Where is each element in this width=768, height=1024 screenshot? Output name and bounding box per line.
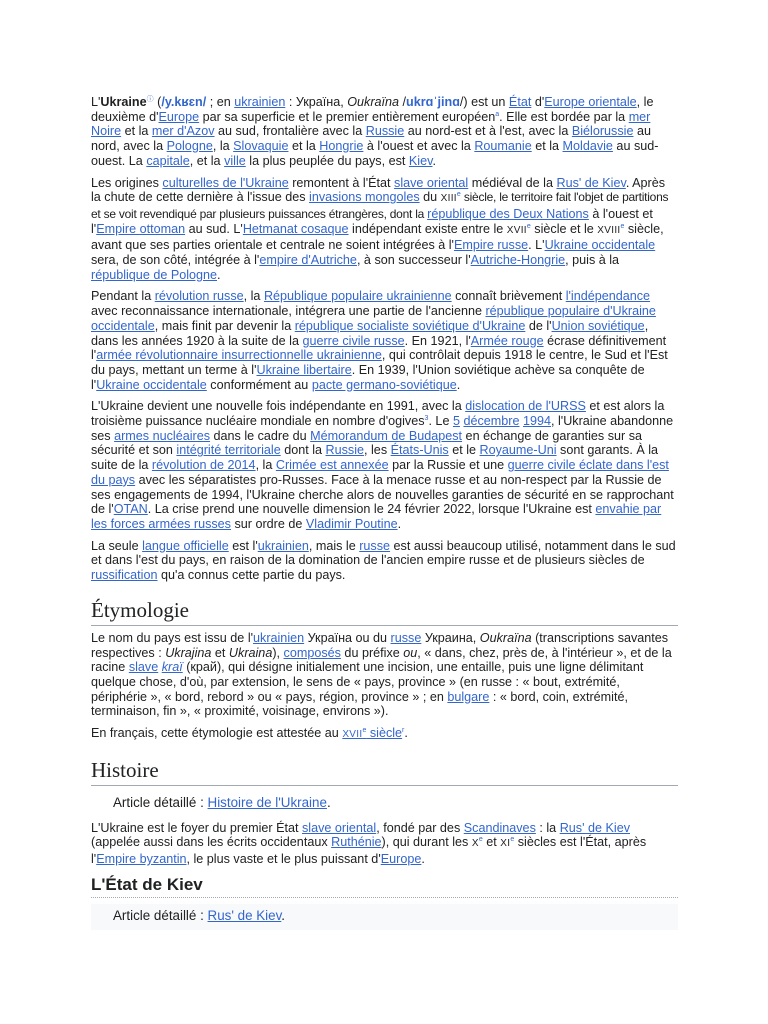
link-republique-pologne[interactable]: république de Pologne xyxy=(91,267,218,282)
link-rus-de-kiev-2[interactable]: Rus' de Kiev xyxy=(559,820,630,835)
link-composes[interactable]: composés xyxy=(283,645,341,660)
heading-histoire: Histoire xyxy=(91,757,678,786)
link-decembre[interactable]: décembre xyxy=(463,414,520,429)
link-mer-azov[interactable]: mer d'Azov xyxy=(151,124,215,139)
link-ukraine-occidentale-2[interactable]: Ukraine occidentale xyxy=(96,377,207,392)
heading-etymologie: Étymologie xyxy=(91,597,678,626)
link-europe-orientale[interactable]: Europe orientale xyxy=(544,95,637,109)
history-paragraph: L'Ukraine est le foyer du premier État slave oriental, fondé par des Scandinaves : la Rus' de Kiev (appelée aussi dans les écrits occidentaux Ruthénie), qui durant les Xe et XIe siècles est l'État, après l'Empire byzantin, le plus vaste et le plus puissant d'Europe. xyxy=(91,820,647,867)
link-pologne[interactable]: Pologne xyxy=(166,139,213,154)
link-revolution-2014[interactable]: révolution de 2014 xyxy=(151,458,256,473)
link-culturelles[interactable]: culturelles de l'Ukraine xyxy=(162,175,289,190)
link-roumanie[interactable]: Roumanie xyxy=(474,139,532,154)
link-autriche-hongrie[interactable]: Autriche-Hongrie xyxy=(470,253,566,268)
ipa-ukrainian[interactable]: ukrɑˈjinɑ xyxy=(406,95,460,109)
link-royaume-uni[interactable]: Royaume-Uni xyxy=(479,443,557,458)
ipa-french[interactable]: /y.kʁɛn/ xyxy=(161,95,207,109)
link-rp-ukraine-occidentale[interactable]: république populaire d'Ukraine occidentale xyxy=(91,304,656,333)
link-europe-2[interactable]: Europe xyxy=(380,852,422,867)
link-union-sovietique[interactable]: Union soviétique xyxy=(551,318,645,333)
hatnote-rus-de-kiev: Article détaillé : Rus' de Kiev. xyxy=(91,904,678,930)
etymology-paragraph: Le nom du pays est issu de l'ukrainien Україна ou du russe Украина, Oukraïna (transcriptions savantes respectives : Ukrajina et Ukraina), composés du préfixe ou, « dans, chez, près de, à l'intérieur », et de la racine slave kraï (край), qui désigne initialement une incision, une entaille, puis une ligne délimitant quelque chose, d'où, par extension, le sens de « pays, province » (en russe : « bout, extrémité, périphérie », « bord, rebord » ou « pays, région, province » ; en bulgare : « bord, coin, extrémité, terminaison, fin », « proximité, voisinage, environs »). xyxy=(91,630,672,719)
link-capitale[interactable]: capitale xyxy=(146,153,190,168)
link-langue-officielle[interactable]: langue officielle xyxy=(142,538,229,553)
link-etats-unis[interactable]: États-Unis xyxy=(390,443,449,458)
heading-etat-de-kiev: L'État de Kiev xyxy=(91,875,678,898)
origins-paragraph: Les origines culturelles de l'Ukraine remontent à l'État slave oriental médiéval de la Rus' de Kiev. Après la chute de cette dernière à l'issue des invasions mongoles du XIIIe siècle, le territoire fait l'objet de partitions et se voit revendiqué par plusieurs puissances étrangères, dont la république des Deux Nations à l'ouest et l'Empire ottoman au sud. L'Hetmanat cosaque indépendant existe entre le XVIIe siècle et le XVIIIe siècle, avant que ses parties orientale et centrale ne soient intégrées à l'Empire russe. L'Ukraine occidentale sera, de son côté, intégrée à l'empire d'Autriche, à son successeur l'Autriche-Hongrie, puis à la république de Pologne. xyxy=(91,175,669,282)
link-rus-de-kiev[interactable]: Rus' de Kiev xyxy=(556,175,626,190)
link-russe-2[interactable]: russe xyxy=(390,630,422,645)
link-histoire-ukraine[interactable]: Histoire de l'Ukraine xyxy=(207,794,327,810)
link-republique-deux-nations[interactable]: république des Deux Nations xyxy=(427,206,589,221)
link-empire-russe[interactable]: Empire russe xyxy=(453,238,529,253)
link-krai[interactable]: kraï xyxy=(161,660,183,675)
link-dislocation-urss[interactable]: dislocation de l'URSS xyxy=(465,399,586,414)
link-etat[interactable]: État xyxy=(508,95,532,109)
article-body xyxy=(91,95,678,940)
etymology-french-paragraph: En français, cette étymologie est attestée au XVIIe siècle$^r$. xyxy=(91,726,408,741)
link-armes-nucleaires[interactable]: armes nucléaires xyxy=(114,428,211,443)
link-ukrainien[interactable]: ukrainien xyxy=(234,95,286,109)
link-guerre-civile-est[interactable]: guerre civile éclate dans l'est du pays xyxy=(91,458,669,487)
link-crimee-annexee[interactable]: Crimée est annexée xyxy=(275,458,389,473)
footnote-3[interactable]: 3 xyxy=(424,414,429,422)
link-envahie[interactable]: envahie par les forces armées russes xyxy=(91,502,662,531)
link-empire-ottoman[interactable]: Empire ottoman xyxy=(96,221,186,236)
independence-paragraph: L'Ukraine devient une nouvelle fois indépendante en 1991, avec la dislocation de l'URSS et est alors la troisième puissance nucléaire mondiale en nombre d'ogives$^3$. Le 5 décembre 1994, l'Ukraine abandonne ses armes nucléaires dans le cadre du Mémorandum de Budapest en échange de garanties sur sa sécurité et son intégrité territoriale dont la Russie, les États-Unis et le Royaume-Uni sont garants. À la suite de la révolution de 2014, la Crimée est annexée par la Russie et une guerre civile éclate dans l'est du pays avec les séparatistes pro-Russes. Face à la menace russe et au non-respect par la Russie de ses engagements de 1994, l'Ukraine cherche alors de nouvelles garanties de sécurité en se rapprochant de l'OTAN. La crise prend une nouvelle dimension le 24 février 2022, lorsque l'Ukraine est envahie par les forces armées russes sur ordre de Vladimir Poutine. xyxy=(91,399,674,531)
link-scandinaves[interactable]: Scandinaves xyxy=(463,820,536,835)
link-guerre-civile-russe[interactable]: guerre civile russe xyxy=(302,333,405,348)
link-empire-autriche[interactable]: empire d'Autriche xyxy=(259,253,357,268)
link-ukraine-occidentale[interactable]: Ukraine occidentale xyxy=(544,238,656,253)
link-xviie-siecle[interactable]: XVIIe siècle xyxy=(342,726,403,741)
link-rus-de-kiev-3[interactable]: Rus' de Kiev xyxy=(207,907,282,923)
link-russie[interactable]: Russie xyxy=(365,124,405,139)
link-russie-2[interactable]: Russie xyxy=(325,443,365,458)
link-bulgare[interactable]: bulgare xyxy=(447,689,490,704)
link-independance[interactable]: l'indépendance xyxy=(565,289,651,304)
link-pacte-germano-sovietique[interactable]: pacte germano-soviétique xyxy=(311,377,457,392)
link-ville[interactable]: ville xyxy=(224,153,246,168)
link-armee-rouge[interactable]: Armée rouge xyxy=(470,333,544,348)
link-empire-byzantin[interactable]: Empire byzantin xyxy=(96,852,187,867)
link-hetmanat-cosaque[interactable]: Hetmanat cosaque xyxy=(242,221,349,236)
language-paragraph: La seule langue officielle est l'ukrainien, mais le russe est aussi beaucoup utilisé, notamment dans le sud et dans l'est du pays, en raison de la domination de l'ancien empire russe et de plusieurs siècles de russification qu'a connus cette partie du pays. xyxy=(91,538,676,583)
link-slave-oriental-2[interactable]: slave oriental xyxy=(302,820,377,835)
link-bielorussie[interactable]: Biélorussie xyxy=(571,124,634,139)
link-memorandum-budapest[interactable]: Mémorandum de Budapest xyxy=(310,428,463,443)
link-russification[interactable]: russification xyxy=(91,568,158,583)
link-ukraine-libertaire[interactable]: Ukraine libertaire xyxy=(256,362,352,377)
link-revolution-russe[interactable]: révolution russe xyxy=(154,289,244,304)
link-ukrainien-3[interactable]: ukrainien xyxy=(253,630,305,645)
link-moldavie[interactable]: Moldavie xyxy=(562,139,613,154)
link-slave[interactable]: slave xyxy=(128,660,159,675)
link-russe[interactable]: russe xyxy=(359,538,391,553)
link-vladimir-poutine[interactable]: Vladimir Poutine xyxy=(305,516,398,531)
link-europe[interactable]: Europe xyxy=(158,109,200,124)
link-hongrie[interactable]: Hongrie xyxy=(319,139,364,154)
revolution-paragraph: Pendant la révolution russe, la République populaire ukrainienne connaît brièvement l'indépendance avec reconnaissance internationale, intégrera une partie de l'ancienne république populaire d'Ukraine occidentale, mais finit par devenir la république socialiste soviétique d'Ukraine de l'Union soviétique, dans les années 1920 à la suite de la guerre civile russe. En 1921, l'Armée rouge écrase définitivement l'armée révolutionnaire insurrectionnelle ukrainienne, qui contrôlait depuis 1918 le centre, le Sud et l'Est du pays, mettant un terme à l'Ukraine libertaire. En 1939, l'Union soviétique achève sa conquête de l'Ukraine occidentale conformément au pacte germano-soviétique. xyxy=(91,289,668,392)
article-subject: Ukraine xyxy=(100,95,147,109)
link-slave-oriental[interactable]: slave oriental xyxy=(394,175,469,190)
link-mer-noire[interactable]: mer Noire xyxy=(91,109,651,139)
link-5[interactable]: 5 xyxy=(452,414,460,429)
hatnote-histoire: Article détaillé : Histoire de l'Ukraine. xyxy=(113,794,331,810)
link-integrite-territoriale[interactable]: intégrité territoriale xyxy=(176,443,281,458)
link-kiev[interactable]: Kiev xyxy=(408,153,433,168)
link-armee-revolutionnaire[interactable]: armée révolutionnaire insurrectionnelle ukrainienne xyxy=(96,348,382,363)
link-rss-ukraine[interactable]: république socialiste soviétique d'Ukraine xyxy=(294,318,526,333)
link-ruthenie[interactable]: Ruthénie xyxy=(331,835,382,850)
intro-paragraph: L'Ukraineⓘ (/y.kʁɛn/ ; en ukrainien : Україна, Oukraïna /ukrɑˈjinɑ/) est un État d'Europe orientale, le deuxième d'Europe par sa superficie et le premier entièrement européen$^a$. Elle est bordée par la mer Noire et la mer d'Azov au sud, frontalière avec la Russie au nord-est et à l'est, avec la Biélorussie au nord, avec la Pologne, la Slovaquie et la Hongrie à l'ouest et avec la Roumanie et la Moldavie au sud-ouest. La capitale, et la ville la plus peuplée du pays, est Kiev. xyxy=(91,95,659,168)
link-republique-populaire-ukrainienne[interactable]: République populaire ukrainienne xyxy=(263,289,452,304)
link-otan[interactable]: OTAN xyxy=(113,502,148,517)
link-slovaquie[interactable]: Slovaquie xyxy=(233,139,289,154)
link-invasions-mongoles[interactable]: invasions mongoles xyxy=(309,190,420,205)
link-1994[interactable]: 1994 xyxy=(522,414,552,429)
link-ukrainien-2[interactable]: ukrainien xyxy=(257,538,309,553)
